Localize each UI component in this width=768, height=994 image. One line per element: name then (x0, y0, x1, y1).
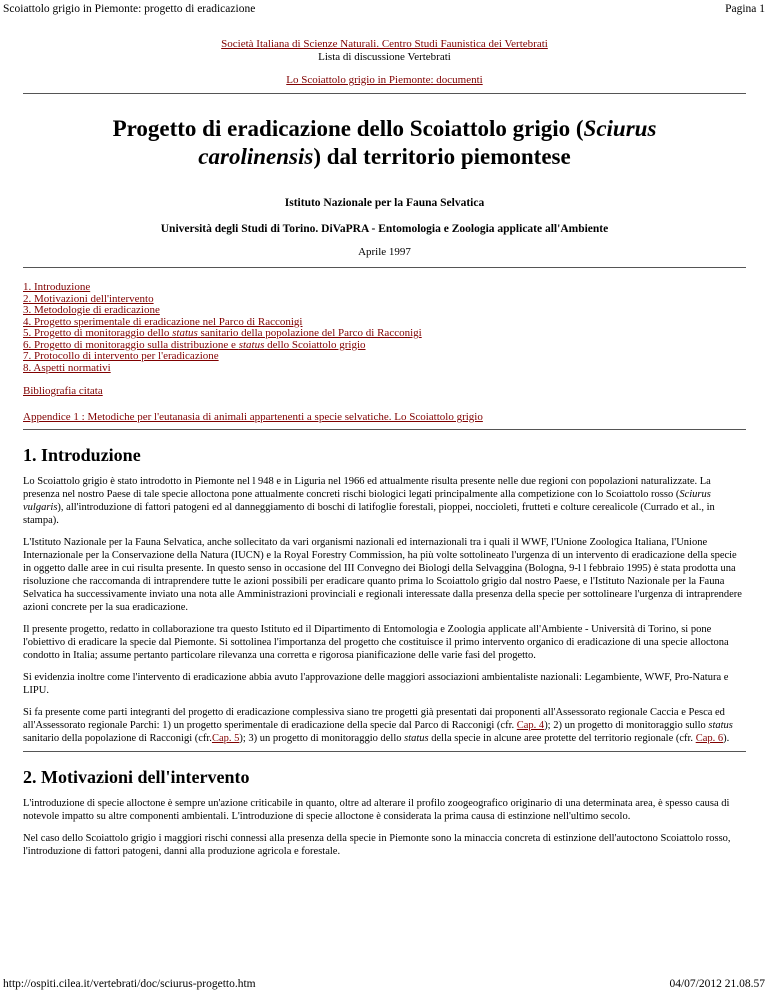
toc-item-1[interactable]: 1. Introduzione (23, 281, 91, 293)
print-header (0, 0, 768, 22)
paragraph: Il presente progetto, redatto in collaborazione tra questo Istituto ed il Dipartimento di Entomologia e Zoologia applicate all'Ambiente - Università di Torino, si pone l'obiettivo di eradicare la specie dal Piemonte. Si sottolinea l'importanza del progetto che costituisce il primo intervento organico di eradicazione di una specie alloctona condotto in Italia; assume pertanto particolare rilevanza una corretta e rigorosa pianificazione delle varie fasi del progetto. (23, 624, 729, 661)
divider (23, 429, 746, 430)
header-block (23, 38, 746, 64)
toc-item-7[interactable]: 7. Protocollo di intervento per l'eradicazione (23, 350, 219, 362)
toc-item-5[interactable]: 5. Progetto di monitoraggio dello status sanitario della popolazione del Parco di Racconigi (23, 327, 422, 339)
divider (23, 751, 746, 752)
paragraph: L'introduzione di specie alloctone è sempre un'azione criticabile in quanto, oltre ad alterare il profilo zoogeografico originario di una determinata area, è spesso causa di notevole impatto su altre componenti ambientali. L'introduzione di specie alloctone è considerata la prima causa di estinzione nell'ultimo secolo. (23, 798, 730, 822)
print-footer (0, 976, 768, 994)
paragraph: Lo Scoiattolo grigio è stato introdotto in Piemonte nel l 948 e in Liguria nel 1966 ed attualmente risulta presente nelle due regioni con popolazioni naturalizzate. La presenza nel nostro Paese di tale specie alloctona pone attualmente concreti rischi biologici legati principalmente alla competizione con lo Scoiattolo rosso (Sciurus vulgaris), all'introduzione di fattori patogeni ed al danneggiamento di boschi di latifoglie forestali, pioppei, noccioleti, frutteti e colture cerealicole (Currado et al., in stampa). (23, 476, 715, 526)
publication-date: Aprile 1997 (358, 246, 411, 258)
section-heading-introduzione: 1. Introduzione (23, 445, 141, 465)
divider (23, 267, 746, 268)
appendix-link[interactable]: Appendice 1 : Metodiche per l'eutanasia di animali appartenenti a specie selvatiche. Lo Scoiattolo grigio (23, 411, 483, 423)
print-footer-timestamp: 04/07/2012 21.08.57 (669, 978, 765, 990)
paragraph: Si evidenzia inoltre come l'intervento di eradicazione abbia avuto l'approvazione delle maggiori associazioni ambientaliste nazionali: Legambiente, WWF, Pro-Natura e LIPU. (23, 672, 729, 696)
paragraph: Nel caso dello Scoiattolo grigio i maggiori rischi connessi alla presenza della specie in Piemonte sono la minaccia concreta di estinzione dell'autoctono Scoiattolo rosso, l'introduzione di fattori patogeni, danni alla produzione agricola e forestale. (23, 833, 731, 857)
page-title: Progetto di eradicazione dello Scoiattolo grigio (Sciurus carolinensis) dal territorio piemontese (112, 116, 657, 169)
cap4-link[interactable]: Cap. 4 (516, 720, 545, 731)
society-link[interactable]: Società Italiana di Scienze Naturali. Centro Studi Faunistica dei Vertebrati (221, 38, 548, 50)
print-footer-url: http://ospiti.cilea.it/vertebrati/doc/sciurus-progetto.htm (3, 978, 256, 990)
toc-item-6[interactable]: 6. Progetto di monitoraggio sulla distribuzione e status dello Scoiattolo grigio (23, 338, 366, 351)
docs-link-wrap (23, 74, 746, 86)
document-page (23, 30, 746, 858)
print-header-title: Scoiattolo grigio in Piemonte: progetto di eradicazione (3, 3, 256, 15)
paragraph: Si fa presente come parti integranti del progetto di eradicazione complessiva siano tre progetti già presentati dai proponenti all'Assessorato regionale Caccia e Pesca ed all'Assessorato regionale Parchi: 1) un progetto sperimentale di eradicazione della specie dal Parco di Racconigi (cfr. Cap. 4); 2) un progetto di monitoraggio sullo status sanitario della popolazione di Racconigi (cfr.Cap. 5); 3) un progetto di monitoraggio dello status della specie in alcune aree protette del territorio regionale (cfr. Cap. 6). (23, 707, 733, 744)
institute-name: Istituto Nazionale per la Fauna Selvatica (284, 197, 485, 209)
divider (23, 93, 746, 94)
bibliography-link[interactable]: Bibliografia citata (23, 385, 103, 397)
toc-item-2[interactable]: 2. Motivazioni dell'intervento (23, 292, 154, 305)
documents-link[interactable]: Lo Scoiattolo grigio in Piemonte: documenti (286, 74, 483, 86)
section-heading-motivazioni: 2. Motivazioni dell'intervento (23, 767, 250, 787)
university-name: Università degli Studi di Torino. DiVaPRA - Entomologia e Zoologia applicate all'Ambiente (160, 223, 609, 235)
toc-item-4[interactable]: 4. Progetto sperimentale di eradicazione nel Parco di Racconigi (23, 315, 303, 328)
table-of-contents (23, 282, 746, 374)
toc-item-3[interactable]: 3. Metodologie di eradicazione (23, 304, 160, 316)
cap6-link[interactable]: Cap. 6 (695, 733, 724, 744)
cap5-link[interactable]: Cap. 5 (211, 733, 240, 744)
list-name: Lista di discussione Vertebrati (318, 51, 451, 63)
toc-item-8[interactable]: 8. Aspetti normativi (23, 361, 111, 374)
print-header-page: Pagina 1 (725, 3, 765, 15)
paragraph: L'Istituto Nazionale per la Fauna Selvatica, anche sollecitato da vari organismi nazionali ed internazionali tra i quali il WWF, l'Unione Zoologica Italiana, l'Unione Internazionale per la Conservazione della Natura (IUCN) e la Royal Forestry Commission, ha più volte sottolineato l'urgenza di un intervento di eradicazione della specie in oggetto dalle aree in cui risulta presente. In questo senso in occasione del III Convegno dei Biologi della Selvaggina (Bologna, 9-l l febbraio 1995) è stata prodotta una risoluzione che raccomanda di intraprendere tutte le azioni possibili per eradicare quanto prima lo Scoiattolo grigio dal nostro Paese, e l'Istituto Nazionale per la Fauna Selvatica ha successivamente inviato una nota alle Amministrazioni provinciali e regionali interessate dalla presenza della specie per sottolineare l'urgenza di intraprendere azioni concrete per la sua eradicazione. (23, 537, 742, 613)
